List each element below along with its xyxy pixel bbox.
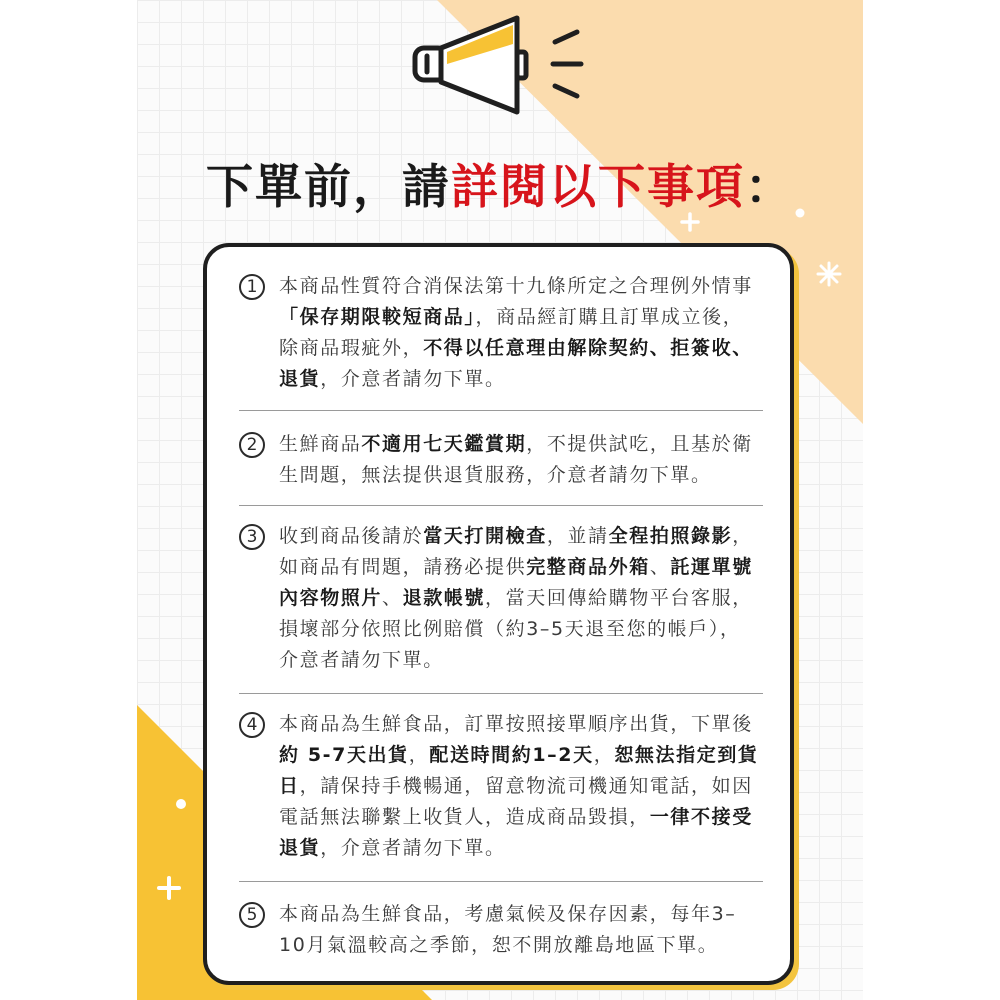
item-text-line <box>279 521 769 552</box>
body-text: ，不提供試吃，且基於衛 <box>526 433 753 455</box>
item-text-line <box>279 771 769 802</box>
item-text <box>279 521 769 676</box>
divider <box>239 410 763 411</box>
poster <box>137 0 863 1000</box>
item-text-line <box>279 833 769 864</box>
item-text-line <box>279 899 769 930</box>
item-text-line <box>279 930 769 961</box>
emphasis-text: 一律不接受 <box>649 806 753 828</box>
body-text: ，當天回傳給購物平台客服， <box>485 587 753 609</box>
item-text-line <box>279 614 769 645</box>
item-text-line <box>279 583 769 614</box>
emphasis-text: 「保存期限較短商品」 <box>279 306 476 328</box>
body-text: ，並請 <box>546 525 609 547</box>
body-text: 本商品為生鮮食品，訂單按照接單順序出貨，下單後 <box>279 713 753 735</box>
emphasis-text: 託運單號 <box>670 556 753 578</box>
dot-icon <box>175 798 187 810</box>
divider <box>239 505 763 506</box>
item-text-line <box>279 333 769 364</box>
item-text-line <box>279 271 769 302</box>
item-text <box>279 429 769 491</box>
body-text: 收到商品後請於 <box>279 525 424 547</box>
item-text-line <box>279 364 769 395</box>
notice-item-5 <box>239 899 769 961</box>
body-text: 生問題，無法提供退貨服務，介意者請勿下單。 <box>279 464 712 486</box>
notice-item-2 <box>239 429 769 491</box>
item-text-line <box>279 802 769 833</box>
body-text: 、 <box>649 556 671 578</box>
notice-item-1 <box>239 271 769 395</box>
item-text-line <box>279 302 769 333</box>
emphasis-text: 退貨 <box>279 368 321 390</box>
body-text: 、 <box>382 587 403 609</box>
body-text: 介意者請勿下單。 <box>279 649 444 671</box>
item-text-line <box>279 740 769 771</box>
body-text: 電話無法聯繫上收貨人，造成商品毀損， <box>279 806 650 828</box>
megaphone-icon <box>407 10 597 120</box>
item-number-badge: 4 <box>239 712 265 738</box>
emphasis-text: 不適用七天鑑賞期 <box>361 433 527 455</box>
emphasis-text: 內容物照片 <box>279 587 383 609</box>
emphasis-text: 全程拍照錄影 <box>608 525 733 547</box>
notice-item-3 <box>239 521 769 676</box>
body-text: 生鮮商品 <box>279 433 362 455</box>
item-number-badge: 1 <box>239 274 265 300</box>
emphasis-text: 配送時間約1–2天 <box>429 744 594 766</box>
emphasis-text: 完整商品外箱 <box>526 556 650 578</box>
item-text-line <box>279 429 769 460</box>
item-text-line <box>279 552 769 583</box>
plus-icon <box>157 876 181 900</box>
body-text: 如商品有問題，請務必提供 <box>279 556 527 578</box>
item-number-badge: 3 <box>239 524 265 550</box>
item-text-line <box>279 709 769 740</box>
body-text: 本商品為生鮮食品，考慮氣候及保存因素，每年3– <box>279 903 737 925</box>
body-text: ， <box>593 744 615 766</box>
emphasis-text: 日 <box>279 775 300 797</box>
item-number-badge: 2 <box>239 432 265 458</box>
emphasis-text: 不得以任意理由解除契約、拒簽收、 <box>423 337 753 359</box>
body-text: 除商品瑕疵外， <box>279 337 424 359</box>
emphasis-text: 恕無法指定到貨 <box>614 744 759 766</box>
body-text: ， <box>732 525 753 547</box>
body-text: ，請保持手機暢通，留意物流司機通知電話，如因 <box>299 775 753 797</box>
item-number-badge: 5 <box>239 902 265 928</box>
body-text: 損壞部分依照比例賠償（約3–5天退至您的帳戶）， <box>279 618 741 640</box>
emphasis-text: 約 5-7天出貨 <box>279 744 409 766</box>
divider <box>239 693 763 694</box>
body-text: ，介意者請勿下單。 <box>320 368 506 390</box>
page-title <box>137 150 863 217</box>
emphasis-text: 退款帳號 <box>402 587 486 609</box>
item-text <box>279 271 769 395</box>
notice-item-4 <box>239 709 769 864</box>
title-part-1: 下單前，請 <box>206 160 451 215</box>
title-colon: ： <box>745 160 794 215</box>
emphasis-text: 當天打開檢查 <box>423 525 547 547</box>
body-text: 本商品性質符合消保法第十九條所定之合理例外情事 <box>279 275 753 297</box>
item-text <box>279 709 769 864</box>
item-text <box>279 899 769 961</box>
body-text: ， <box>408 744 430 766</box>
sparkle-icon <box>815 260 843 288</box>
divider <box>239 881 763 882</box>
item-text-line <box>279 460 769 491</box>
item-text-line <box>279 645 769 676</box>
body-text: ，介意者請勿下單。 <box>320 837 506 859</box>
body-text: 10月氣溫較高之季節，恕不開放離島地區下單。 <box>279 934 719 956</box>
title-highlight: 詳閱以下事項 <box>451 160 745 215</box>
body-text: ，商品經訂購且訂單成立後， <box>475 306 744 328</box>
notice-card <box>203 243 794 985</box>
emphasis-text: 退貨 <box>279 837 321 859</box>
